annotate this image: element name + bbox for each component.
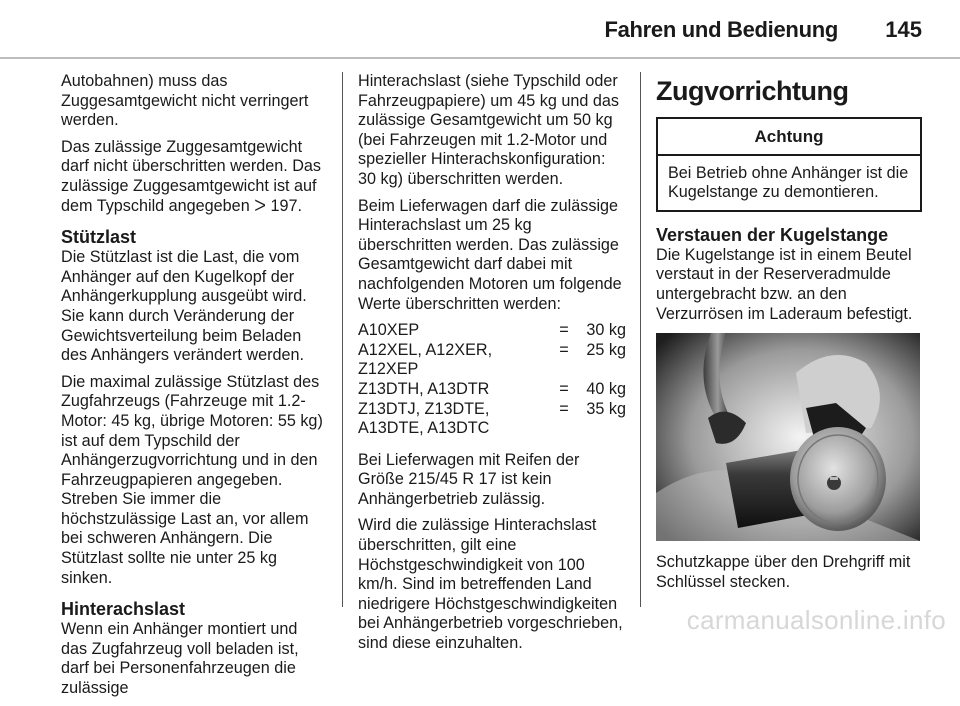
header-rule [0, 57, 960, 59]
equals-cell: = [559, 399, 569, 418]
paragraph: Wenn ein Anhänger montiert und das Zugfahrzeug voll beladen ist, darf bei Personenfahrzeugen die zulässige [61, 620, 299, 698]
page-header [0, 0, 960, 60]
column-right [656, 72, 922, 599]
page-number: 145 [885, 17, 922, 42]
table-row [358, 341, 626, 380]
heading-stuetzlast: Stützlast [61, 227, 137, 248]
warning-box [656, 117, 922, 212]
column-middle [358, 72, 626, 661]
watermark: carmanualsonline.info [686, 605, 946, 635]
paragraph: Beim Lieferwagen darf die zulässige Hinterachslast um 25 kg überschritten werden. Das zulässige Gesamtgewicht darf dabei mit nachfolgenden Motoren um folgende Werte überschritten werden: [358, 196, 622, 313]
heading-verstauen: Verstauen der Kugelstange [656, 224, 889, 245]
engine-cell: A12XEL, A12XER, Z12XEP [358, 340, 493, 379]
paragraph: Die Kugelstange ist in einem Beutel verstaut in der Reserveradmulde untergebracht bzw. an den Verzurrösen im Laderaum befestigt. [656, 245, 913, 323]
heading-zugvorrichtung: Zugvorrichtung [656, 76, 849, 106]
table-row [358, 321, 626, 341]
value-cell: 35 kg [586, 399, 626, 418]
column-divider [640, 72, 641, 607]
equals-cell: = [559, 340, 569, 359]
tow-bar-photo [656, 333, 920, 541]
value-cell: 25 kg [586, 340, 626, 359]
section-title: Fahren und Bedienung [604, 17, 838, 42]
column-divider [342, 72, 343, 607]
table-row [358, 380, 626, 400]
paragraph: Wird die zulässige Hinterachslast überschritten, gilt eine Höchstgeschwindigkeit von 100 km/h. Sind im betreffenden Land niedrigere Höchstgeschwindigkeiten bei Anhängerbetrieb vorgeschrieben, sind diese einzuhalten. [358, 516, 623, 653]
column-left [61, 72, 327, 706]
photo-caption: Schutzkappe über den Drehgriff mit Schlüssel stecken. [656, 553, 911, 591]
paragraph: Autobahnen) muss das Zuggesamtgewicht nicht verringert werden. [61, 72, 309, 130]
tow-bar-illustration [656, 333, 920, 541]
engine-cell: Z13DTH, A13DTR [358, 379, 490, 398]
paragraph: Bei Lieferwagen mit Reifen der Größe 215/45 R 17 ist kein Anhängerbetrieb zulässig. [358, 450, 580, 508]
paragraph: Hinterachslast (siehe Typschild oder Fahrzeugpapiere) um 45 kg und das zulässige Gesamtgewicht um 50 kg (bei Fahrzeugen mit 1.2-Motor und spezieller Hinterachskonfiguration: 30 kg) überschritten werden. [358, 72, 619, 188]
value-cell: 40 kg [586, 379, 626, 398]
engine-cell: Z13DTJ, Z13DTE, A13DTE, A13DTC [358, 399, 490, 438]
engine-weight-table [358, 321, 626, 439]
heading-hinterachslast: Hinterachslast [61, 599, 186, 620]
engine-cell: A10XEP [358, 321, 420, 340]
paragraph-with-reference [61, 138, 327, 216]
warning-text: Bei Betrieb ohne Anhänger ist die Kugelstange zu demontieren. [668, 163, 909, 202]
page-reference[interactable]: 197. [266, 196, 303, 215]
value-cell: 30 kg [586, 321, 626, 340]
table-row [358, 400, 626, 439]
paragraph: Die Stützlast ist die Last, die vom Anhänger auf den Kugelkopf der Anhängerkupplung ausgeübt wird. Sie kann durch Veränderung der Gewichtsverteilung beim Beladen des Anhängers verändert werden. [61, 248, 307, 365]
warning-title: Achtung [658, 119, 920, 156]
reference-arrow-icon: ᐳ [254, 196, 267, 215]
equals-cell: = [559, 321, 569, 340]
paragraph-text: Das zulässige Zuggesamtgewicht darf nicht überschritten werden. Das zulässige Zuggesamtgewicht ist auf dem Typschild angegeben [61, 137, 322, 215]
equals-cell: = [559, 379, 569, 398]
paragraph: Die maximal zulässige Stützlast des Zugfahrzeugs (Fahrzeuge mit 1.2-Motor: 45 kg, übrige Motoren: 55 kg) ist auf dem Typschild der Anhängerzugvorrichtung und in den Fahrzeugpapieren angegeben. Streben Sie immer die höchstzulässige Last an, vor allem bei schweren Anhängern. Die Stützlast sollte nie unter 25 kg sinken. [61, 372, 323, 587]
